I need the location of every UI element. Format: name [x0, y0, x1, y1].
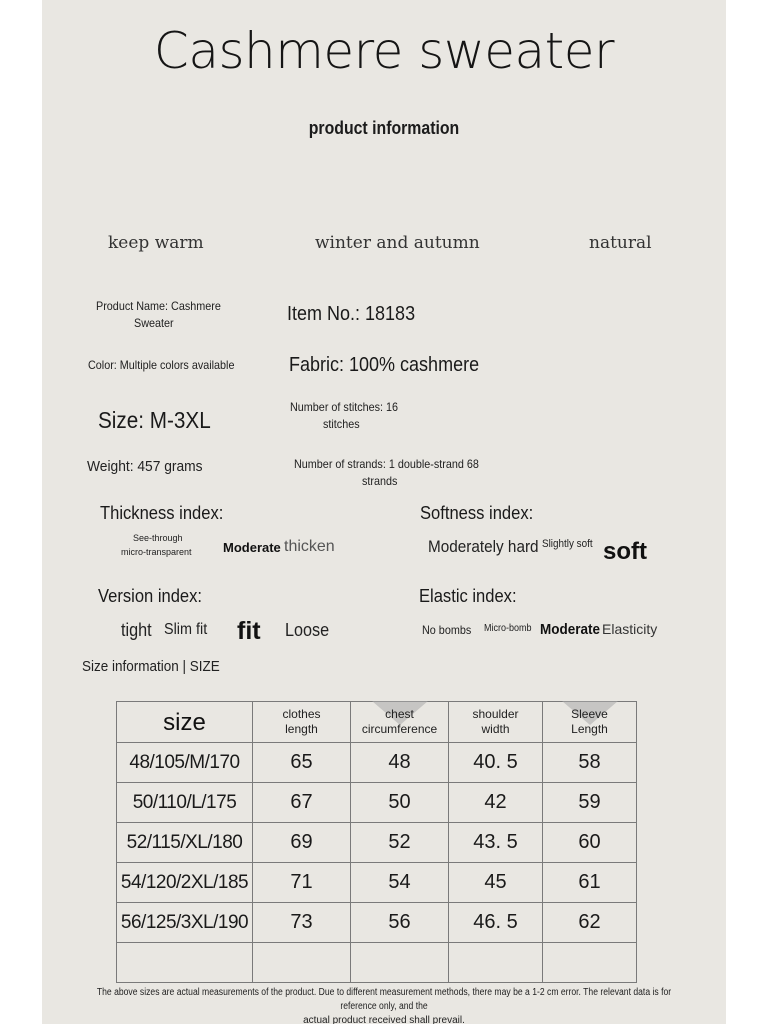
size-info-heading: Size information | SIZE — [82, 658, 220, 675]
weight-spec: Weight: 457 grams — [87, 458, 203, 475]
size-cell: 54/120/2XL/185 — [117, 863, 253, 903]
version-option-tight: tight — [121, 620, 152, 640]
chest-cell: 50 — [351, 783, 449, 823]
version-option-fit: fit — [237, 617, 261, 645]
table-row — [117, 783, 637, 823]
length-cell: 71 — [253, 863, 351, 903]
chest-cell: 48 — [351, 743, 449, 783]
header-shoulder-width: shoulder width — [449, 702, 543, 743]
elastic-option-micro-bomb: Micro-bomb — [484, 623, 532, 634]
thickness-option-micro: micro-transparent — [121, 547, 192, 557]
thickness-option-moderate: Moderate — [223, 540, 281, 555]
header-size: size — [117, 702, 253, 743]
sleeve-cell: 60 — [543, 823, 637, 863]
sleeve-cell: 62 — [543, 903, 637, 943]
table-row-empty — [117, 943, 637, 983]
footer-line1: The above sizes are actual measurements of the product. Due to different measurement methods, there may be a 1-2 cm error. The relevant data is for reference only, and the — [96, 987, 672, 1012]
size-cell: 48/105/M/170 — [117, 743, 253, 783]
thickness-option-thicken: thicken — [284, 538, 335, 555]
size-table — [116, 701, 637, 983]
empty-cell — [253, 943, 351, 983]
softness-option-slightly-soft: Slightly soft — [542, 538, 593, 550]
chest-cell: 56 — [351, 903, 449, 943]
shoulder-cell: 45 — [449, 863, 543, 903]
product-name-line1: Product Name: Cashmere — [96, 299, 221, 313]
strands-line1: Number of strands: 1 double-strand 68 — [294, 457, 479, 471]
elastic-option-moderate: Moderate — [540, 621, 601, 638]
length-cell: 73 — [253, 903, 351, 943]
empty-cell — [449, 943, 543, 983]
softness-option-soft: soft — [603, 538, 647, 565]
header-sleeve-length: Sleeve Length — [543, 702, 637, 743]
empty-cell — [117, 943, 253, 983]
tag-natural: natural — [589, 233, 652, 253]
chest-cell: 54 — [351, 863, 449, 903]
page-subtitle: product information — [308, 118, 460, 138]
product-name-line2: Sweater — [134, 316, 174, 330]
empty-cell — [351, 943, 449, 983]
sleeve-cell: 58 — [543, 743, 637, 783]
page-title: Cashmere sweater — [153, 22, 615, 80]
header-chest-circumference: chest circumference — [351, 702, 449, 743]
softness-heading: Softness index: — [420, 503, 534, 523]
sleeve-cell: 61 — [543, 863, 637, 903]
size-cell: 56/125/3XL/190 — [117, 903, 253, 943]
version-heading: Version index: — [98, 586, 203, 606]
elastic-option-no-bombs: No bombs — [422, 623, 472, 637]
sleeve-cell: 59 — [543, 783, 637, 823]
table-row — [117, 743, 637, 783]
strands-line2: strands — [362, 474, 398, 488]
elastic-heading: Elastic index: — [419, 586, 517, 606]
footer-note — [42, 986, 726, 1024]
product-sheet — [42, 0, 726, 1024]
length-cell: 67 — [253, 783, 351, 823]
thickness-heading: Thickness index: — [100, 503, 224, 523]
thickness-option-see-through: See-through — [133, 533, 183, 543]
stitches-line1: Number of stitches: 16 — [290, 400, 399, 414]
length-cell: 69 — [253, 823, 351, 863]
size-cell: 52/115/XL/180 — [117, 823, 253, 863]
item-number: Item No.: 18183 — [287, 303, 416, 325]
elastic-option-elasticity: Elasticity — [602, 621, 658, 637]
tag-keep-warm: keep warm — [108, 233, 204, 253]
length-cell: 65 — [253, 743, 351, 783]
size-range: Size: M-3XL — [98, 407, 211, 433]
shoulder-cell: 43. 5 — [449, 823, 543, 863]
empty-cell — [543, 943, 637, 983]
color-spec: Color: Multiple colors available — [88, 358, 235, 372]
tag-season: winter and autumn — [315, 233, 480, 253]
softness-option-moderately-hard: Moderately hard — [428, 537, 539, 556]
size-cell: 50/110/L/175 — [117, 783, 253, 823]
shoulder-cell: 40. 5 — [449, 743, 543, 783]
shoulder-cell: 42 — [449, 783, 543, 823]
size-table-header — [117, 702, 637, 743]
version-option-slim-fit: Slim fit — [164, 621, 208, 638]
table-row — [117, 903, 637, 943]
shoulder-cell: 46. 5 — [449, 903, 543, 943]
fabric-spec: Fabric: 100% cashmere — [289, 354, 480, 376]
stitches-line2: stitches — [323, 417, 360, 431]
table-row — [117, 823, 637, 863]
chest-cell: 52 — [351, 823, 449, 863]
version-option-loose: Loose — [285, 620, 330, 640]
footer-line2: actual product received shall prevail. — [303, 1015, 465, 1024]
table-row — [117, 863, 637, 903]
header-clothes-length: clothes length — [253, 702, 351, 743]
